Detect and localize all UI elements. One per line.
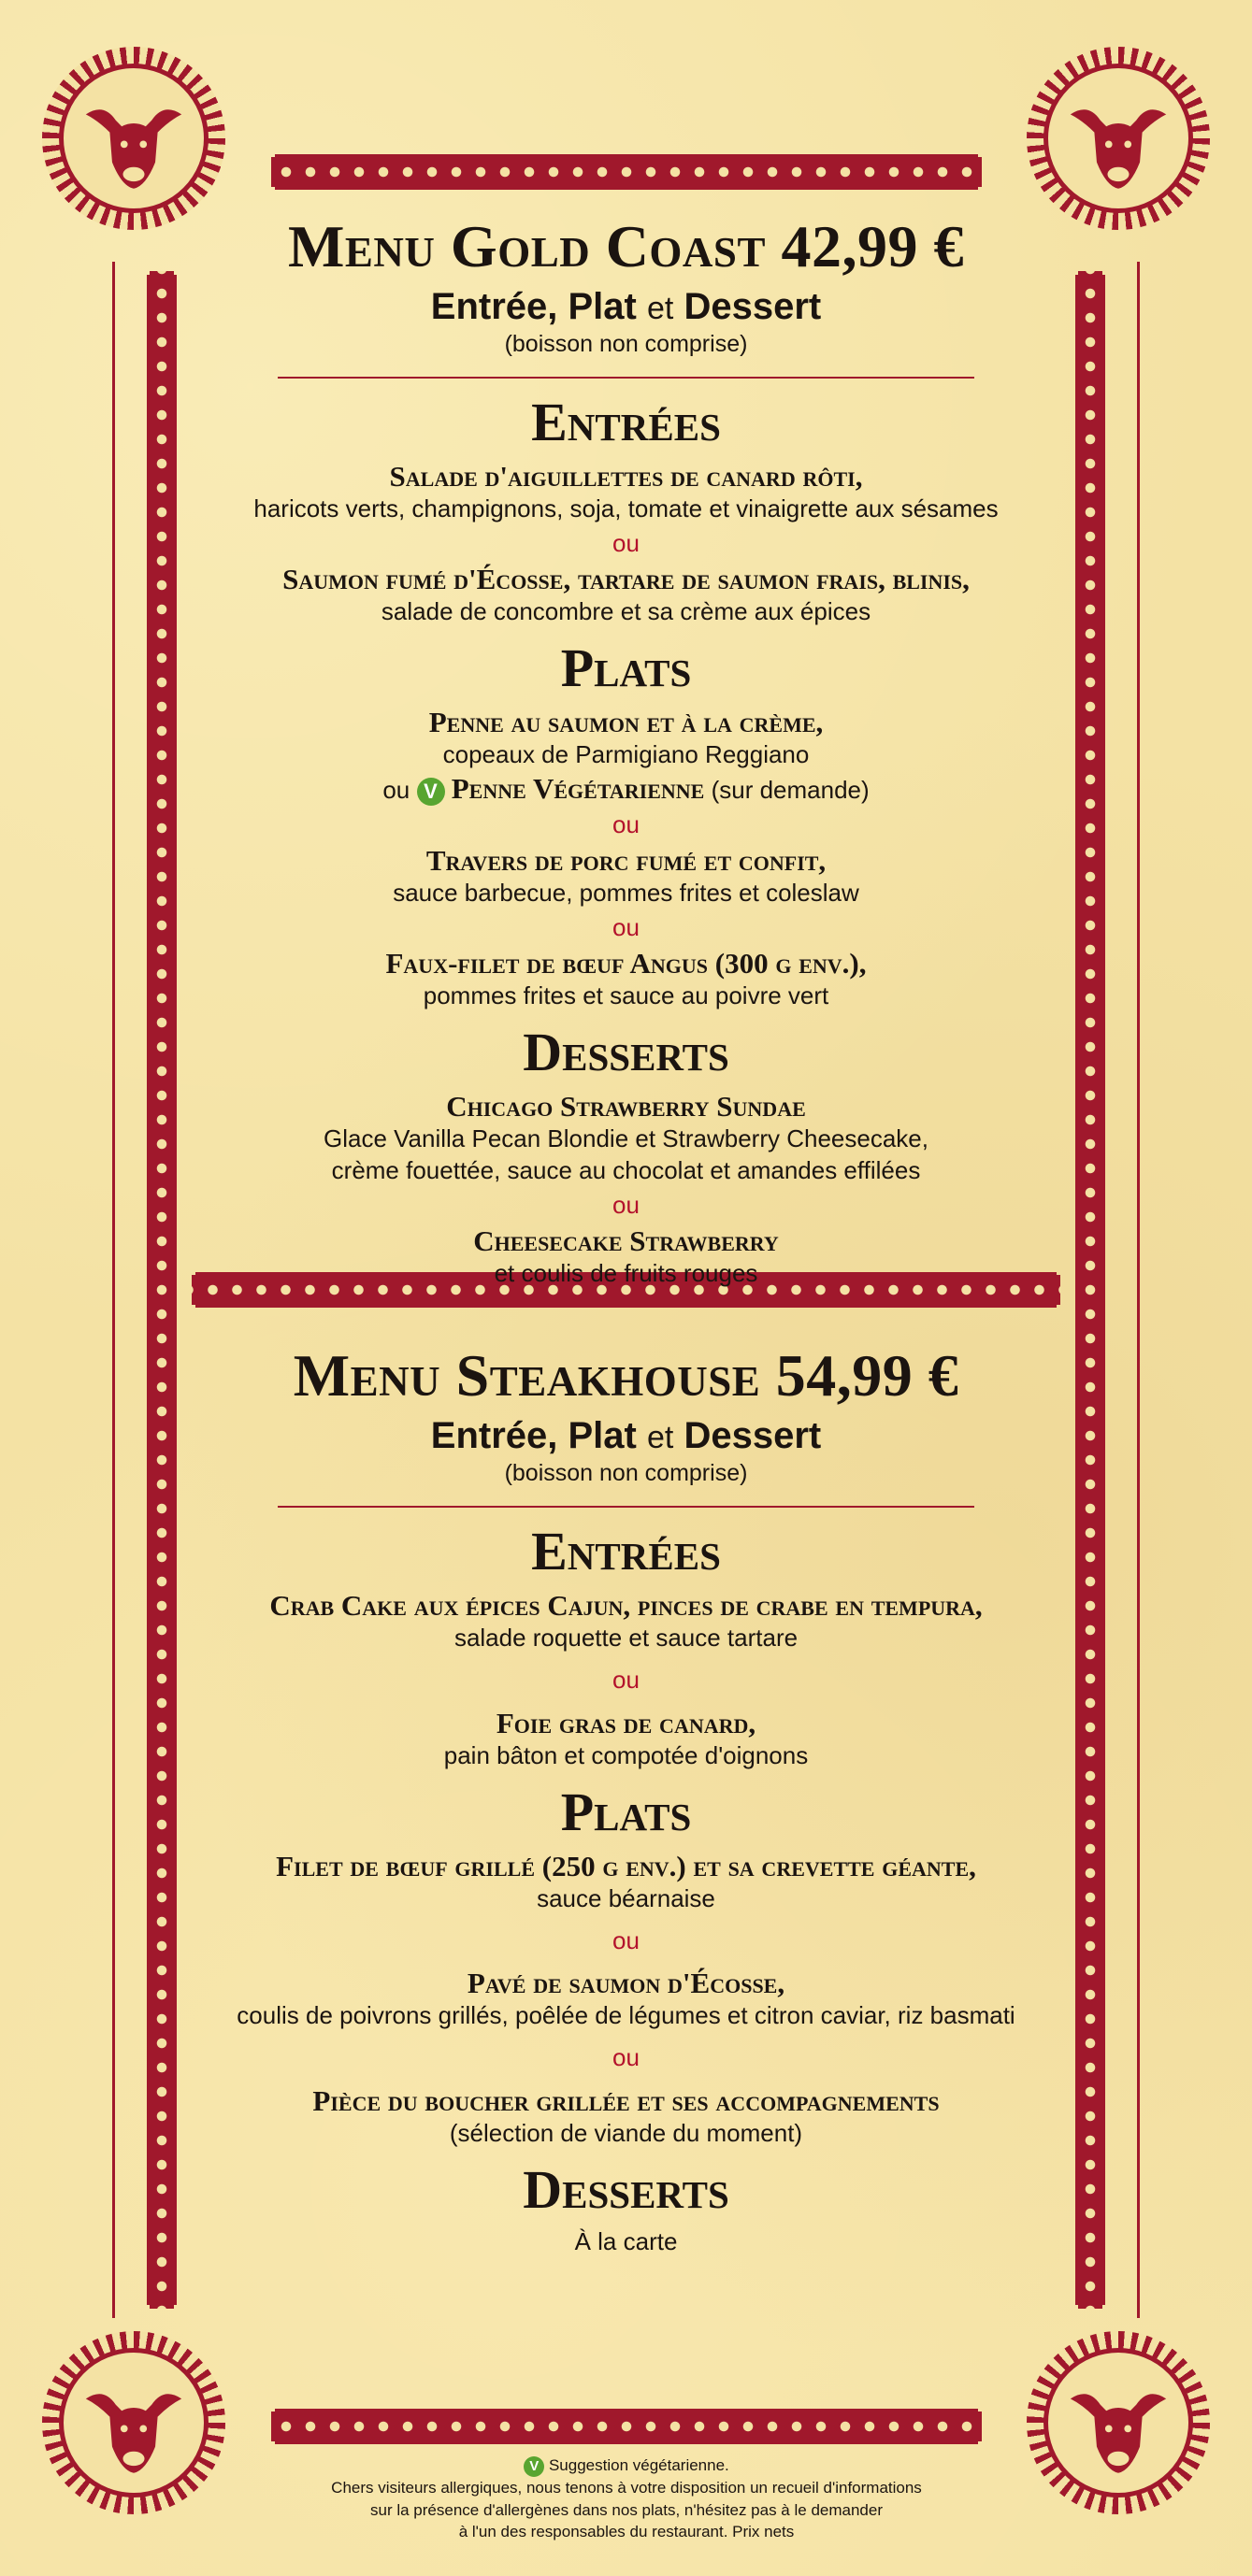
bull-head-icon	[74, 79, 194, 198]
footer-line: Chers visiteurs allergiques, nous tenons à votre disposition un recueil d'informations	[331, 2478, 922, 2497]
menu-title: Menu Steakhouse 54,99 €	[293, 1342, 959, 1409]
dish-name: Penne au saumon et à la crème,	[428, 705, 824, 738]
drink-note: (boisson non comprise)	[504, 1460, 748, 1486]
footer-line: à l'un des responsables du restaurant. Prix nets	[458, 2523, 795, 2541]
menu-subtitle	[196, 286, 1056, 327]
vegetarian-icon: V	[417, 778, 445, 806]
bull-medallion-top-right	[1027, 47, 1210, 230]
dish-desc: salade roquette et sauce tartare	[453, 1624, 799, 1653]
or-separator: ou	[612, 528, 640, 557]
bull-medallion-top-left	[42, 47, 225, 230]
dish-name: Faux-filet de bœuf Angus (300 g env.),	[385, 946, 867, 980]
dish-desc: À la carte	[574, 2226, 678, 2255]
category-title-plats: Plats	[560, 1781, 692, 1842]
footer-line: sur la présence d'allergènes dans nos plats, n'hésitez pas à le demander	[370, 2500, 883, 2519]
border-line-right-outer	[1137, 262, 1140, 2318]
or-separator: ou	[612, 2043, 640, 2072]
dish-name: Foie gras de canard,	[496, 1706, 756, 1739]
menu-steakhouse	[196, 1342, 1056, 2258]
or-separator: ou	[612, 1665, 640, 1694]
dish-desc: haricots verts, champignons, soja, tomate et vinaigrette aux sésames	[253, 494, 999, 523]
allergen-footer	[281, 2454, 972, 2543]
dish-desc: pommes frites et sauce au poivre vert	[423, 980, 829, 1009]
subtitle-part: Entrée, Plat	[430, 1415, 637, 1456]
alt-prefix: ou	[382, 775, 410, 804]
dish-name: Pièce du boucher grillée et ses accompagnements	[312, 2083, 940, 2117]
bull-head-icon	[1058, 2363, 1178, 2483]
dish-vegetarian-option	[196, 771, 1056, 807]
dish-name: Salade d'aiguillettes de canard rôti,	[389, 460, 863, 493]
or-separator: ou	[612, 912, 640, 941]
dish-desc: coulis de poivrons grillés, poêlée de légumes et citron caviar, riz basmati	[237, 2001, 1015, 2030]
divider	[278, 1506, 974, 1508]
subtitle-et: et	[646, 1420, 674, 1455]
dish-desc: salade de concombre et sa crème aux épices	[381, 597, 871, 626]
subtitle-part: Dessert	[684, 286, 822, 327]
dish-name: Crab Cake aux épices Cajun, pinces de crabe en tempura,	[269, 1589, 983, 1622]
category-title-desserts: Desserts	[523, 2158, 729, 2220]
dish-name: Filet de bœuf grillé (250 g env.) et sa crevette géante,	[276, 1849, 976, 1882]
bull-head-icon	[74, 2363, 194, 2483]
drink-note: (boisson non comprise)	[504, 331, 748, 357]
dish-desc: crème fouettée, sauce au chocolat et amandes effilées	[331, 1155, 921, 1184]
border-top	[271, 157, 982, 187]
dish-desc: Glace Vanilla Pecan Blondie et Strawberry Cheesecake,	[324, 1123, 928, 1152]
dish-desc: (sélection de viande du moment)	[449, 2118, 803, 2147]
or-separator: ou	[612, 1925, 640, 1954]
category-title-plats: Plats	[560, 637, 692, 698]
dish-desc: copeaux de Parmigiano Reggiano	[442, 740, 810, 769]
category-title-entrees: Entrées	[531, 1521, 721, 1581]
dish-desc: pain bâton et compotée d'oignons	[443, 1740, 809, 1769]
or-separator: ou	[612, 809, 640, 838]
menu-subtitle	[196, 1415, 1056, 1456]
border-line-left-outer	[112, 262, 115, 2318]
alt-dish-name: Penne Végétarienne	[451, 771, 705, 805]
dish-name: Pavé de saumon d'Écosse,	[467, 1967, 785, 2000]
dish-name: Cheesecake Strawberry	[473, 1224, 779, 1257]
vegetarian-icon: V	[524, 2456, 544, 2477]
border-bottom	[271, 2411, 982, 2441]
border-right	[1078, 271, 1102, 2309]
veg-legend-label: Suggestion végétarienne.	[548, 2456, 729, 2474]
bull-head-icon	[1058, 79, 1178, 198]
veg-legend	[281, 2454, 972, 2477]
subtitle-et: et	[646, 291, 674, 326]
divider	[278, 377, 974, 379]
dish-desc: et coulis de fruits rouges	[494, 1258, 758, 1287]
dish-name: Saumon fumé d'Écosse, tartare de saumon frais, blinis,	[282, 562, 970, 595]
bull-medallion-bottom-left	[42, 2331, 225, 2514]
bull-medallion-bottom-right	[1027, 2331, 1210, 2514]
dish-name: Travers de porc fumé et confit,	[425, 843, 827, 877]
menu-title: Menu Gold Coast 42,99 €	[288, 213, 964, 279]
subtitle-part: Entrée, Plat	[430, 286, 637, 327]
dish-desc: sauce béarnaise	[537, 1883, 715, 1912]
category-title-desserts: Desserts	[523, 1021, 729, 1082]
subtitle-part: Dessert	[684, 1415, 822, 1456]
alt-note: (sur demande)	[711, 775, 870, 804]
menu-gold-coast	[196, 213, 1056, 1289]
border-left	[150, 271, 174, 2309]
dish-name: Chicago Strawberry Sundae	[446, 1089, 806, 1123]
category-title-entrees: Entrées	[531, 392, 721, 452]
dish-desc: sauce barbecue, pommes frites et coleslaw	[393, 878, 859, 907]
or-separator: ou	[612, 1190, 640, 1219]
